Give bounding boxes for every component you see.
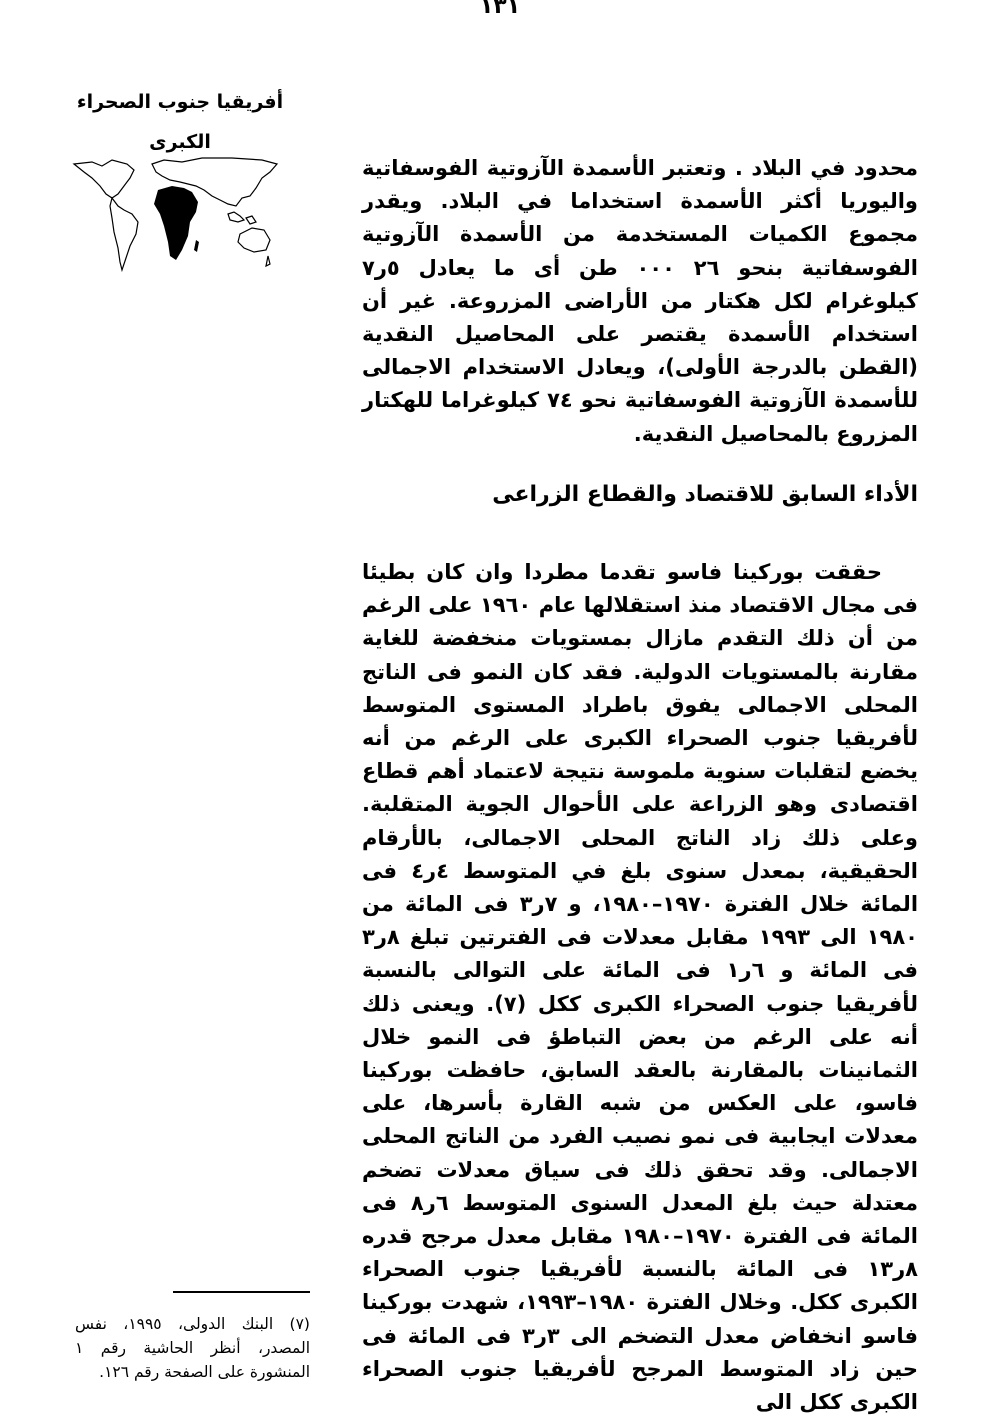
world-map-icon xyxy=(72,156,292,276)
sidebar-region-title xyxy=(60,82,300,162)
footnote-divider xyxy=(173,1291,310,1293)
paragraph-text: حققت بوركينا فاسو تقدما مطردا وان كان بطيئا فى مجال الاقتصاد منذ استقلالها عام ١٩٦٠ على الرغم من أن ذلك التقدم مازال بمستويات منخفضة للغاية مقارنة بالمستويات الدولية. فقد كان النمو فى الناتج المحلى الاجمالى يفوق باطراد المستوى المتوسط لأفريقيا جنوب الصحراء الكبرى على الرغم من أنه يخضع لتقلبات سنوية ملموسة نتيجة لاعتماد أهم قطاع اقتصادى وهو الزراعة على الأحوال الجوية المتقلبة. وعلى ذلك زاد الناتج المحلى الاجمالى، بالأرقام الحقيقية، بمعدل سنوى بلغ في المتوسط ٤ر٤ فى المائة خلال الفترة ١٩٧٠–١٩٨٠، و ٧ر٣ فى المائة من ١٩٨٠ الى ١٩٩٣ مقابل معدلات فى الفترتين تبلغ ٨ر٣ فى المائة و ٦ر١ فى المائة على التوالى بالنسبة لأفريقيا جنوب الصحراء الكبرى ككل (٧). ويعنى ذلك أنه على الرغم من بعض التباطؤ فى النمو خلال الثمانينات بالمقارنة بالعقد السابق، حافظت بوركينا فاسو، على العكس من شبه القارة بأسرها، على معدلات ايجابية فى نمو نصيب الفرد من الناتج المحلى الاجمالى. وقد تحقق ذلك فى سياق معدلات تضخم معتدلة حيث بلغ المعدل السنوى المتوسط ٦ر٨ فى المائة فى الفترة ١٩٧٠–١٩٨٠ مقابل معدل مرجح قدره ٨ر١٣ فى المائة بالنسبة لأفريقيا جنوب الصحراء الكبرى ككل. وخلال الفترة ١٩٨٠–١٩٩٣، شهدت بوركينا فاسو انخفاض معدل التضخم الى ٣ر٣ فى المائة فى حين زاد المتوسط المرجح لأفريقيا جنوب الصحراء الكبرى ككل الى xyxy=(362,560,919,1415)
section-heading: الأداء السابق للاقتصاد والقطاع الزراعى xyxy=(492,482,918,507)
main-paragraph-fertilizers xyxy=(362,152,918,451)
page-number: ١٣١ xyxy=(479,0,521,19)
main-paragraph-economy xyxy=(362,556,918,1419)
footnote: (٧) البنك الدولى، ١٩٩٥، نفس المصدر، أنظر الحاشية رقم ١ المنشورة على الصفحة رقم ١٢٦. xyxy=(75,1315,310,1381)
paragraph-text: محدود في البلاد . وتعتبر الأسمدة الآزوتية الفوسفاتية واليوريا أكثر الأسمدة استخداما في البلاد. ويقدر مجموع الكميات المستخدمة من الأسمدة الآزوتية الفوسفاتية بنحو ٢٦ ٠٠٠ طن أى ما يعادل ٥ر٧ كيلوغرام لكل هكتار من الأراضى المزروعة. غير أن استخدام الأسمدة يقتصر على المحاصيل النقدية (القطن بالدرجة الأولى)، ويعادل الاستخدام الاجمالى للأسمدة الآزوتية الفوسفاتية نحو ٧٤ كيلوغراما للهكتار المزروع بالمحاصيل النقدية. xyxy=(362,156,919,446)
sidebar-title-line1: أفريقيا جنوب الصحراء xyxy=(76,91,284,113)
africa-highlight xyxy=(154,186,198,260)
sidebar-title-line2: الكبرى xyxy=(149,131,211,153)
